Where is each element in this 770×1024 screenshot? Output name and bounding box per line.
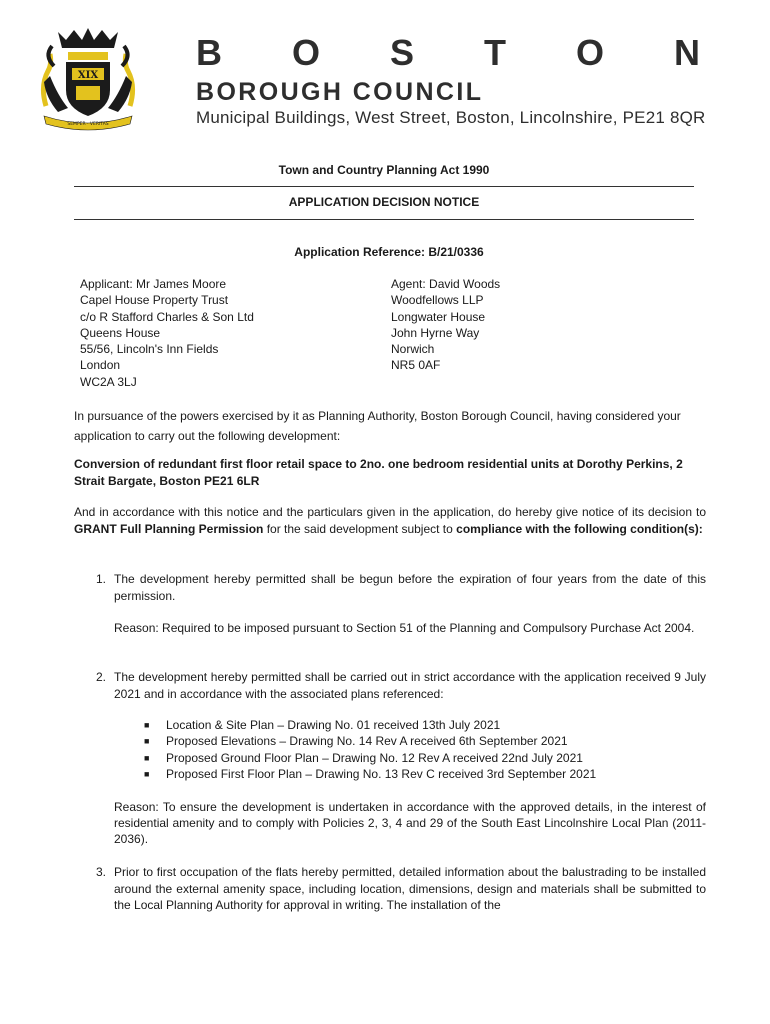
condition-number: 3. [95,865,106,879]
agent-line: Agent: David Woods [391,277,501,291]
council-subtitle: BOROUGH COUNCIL [196,78,484,106]
plan-list-item [120,733,706,749]
applicant-line: Applicant: Mr James Moore [80,277,227,291]
bullet-icon: ■ [144,736,150,747]
bullet-icon: ■ [144,769,150,780]
divider-top [74,186,694,187]
plan-list-item [120,750,706,766]
decision-text: And in accordance with this notice and the particulars given in the application, do hereby give notice of its decision to [74,505,706,519]
applicant-line: London [80,358,121,373]
council-name-title: B O S T O N [196,32,731,73]
applicant-line: c/o R Stafford Charles & Son Ltd [80,309,254,324]
council-address: Municipal Buildings, West Street, Boston, Lincolnshire, PE21 8QR [196,108,706,127]
agent-line: NR5 0AF [391,358,441,373]
applicant-line: Capel House Property Trust [80,293,229,308]
decision-grant: GRANT Full Planning Permission [74,522,264,536]
parties-block [74,276,706,390]
condition-item [74,571,706,605]
condition-number: 1. [95,572,106,586]
condition-reason: Reason: To ensure the development is undertaken in accordance with the approved details, in the interest of residential amenity and to comply with Policies 2, 3, 4 and 29 of the South East Lincolnshire Local Plan (2011-2036). [114,800,706,846]
decision-compliance: compliance with the following condition(s): [456,522,703,536]
condition-item [74,864,706,914]
crest-numeral: XIX [77,70,99,81]
agent-block [391,276,500,390]
plans-list [120,717,706,783]
bullet-icon: ■ [144,752,150,763]
plan-text: Proposed Ground Floor Plan – Drawing No. 12 Rev A received 22nd July 2021 [166,750,583,765]
condition-reason: Reason: Required to be imposed pursuant to Section 51 of the Planning and Compulsory Purchase Act 2004. [114,621,695,635]
divider-bottom [74,219,694,220]
intro-paragraph: In pursuance of the powers exercised by it as Planning Authority, Boston Borough Council, having considered your application to carry out the following development: [74,409,681,443]
notice-heading: APPLICATION DECISION NOTICE [288,195,480,209]
development-description: Conversion of redundant first floor retail space to 2no. one bedroom residential units at Dorothy Perkins, 2 Strait Bargate, Boston PE21 6LR [74,457,683,488]
condition-item [74,669,706,703]
plan-text: Proposed Elevations – Drawing No. 14 Rev A received 6th September 2021 [166,734,568,749]
decision-text-mid: for the said development subject to [263,522,457,536]
plans-list-container [120,717,706,783]
condition-reason-row [74,799,706,847]
condition-reason-row [74,620,706,637]
agent-line: Longwater House [391,309,486,324]
agent-line: Norwich [391,342,435,357]
applicant-line: Queens House [80,325,161,340]
decision-paragraph [74,504,706,538]
applicant-line: 55/56, Lincoln's Inn Fields [80,342,219,357]
agent-line: Woodfellows LLP [391,293,484,308]
applicant-block [74,276,391,390]
condition-text: The development hereby permitted shall be begun before the expiration of four years from the date of this permission. [114,572,706,603]
bullet-icon: ■ [144,720,150,730]
condition-number: 2. [95,670,106,684]
crest-motto: SEMPER · VERITAS [67,122,109,127]
applicant-line: WC2A 3LJ [80,374,137,389]
condition-text: The development hereby permitted shall be carried out in strict accordance with the application received 9 July 2021 and in accordance with the associated plans referenced: [114,670,706,701]
agent-line: John Hyrne Way [391,325,480,340]
council-crest-logo [38,26,138,132]
plan-text: Location & Site Plan – Drawing No. 01 received 13th July 2021 [166,718,501,732]
plan-list-item [120,766,706,782]
plan-list-item [120,717,706,733]
condition-text: Prior to first occupation of the flats hereby permitted, detailed information about the balustrading to be installed around the external amenity space, including location, dimensions, design and materials shall be submitted to the Local Planning Authority for approval in writing. The installation of the [114,865,706,912]
act-title: Town and Country Planning Act 1990 [278,163,490,177]
plan-text: Proposed First Floor Plan – Drawing No. 13 Rev C received 3rd September 2021 [166,767,597,782]
application-reference: Application Reference: B/21/0336 [294,245,484,259]
